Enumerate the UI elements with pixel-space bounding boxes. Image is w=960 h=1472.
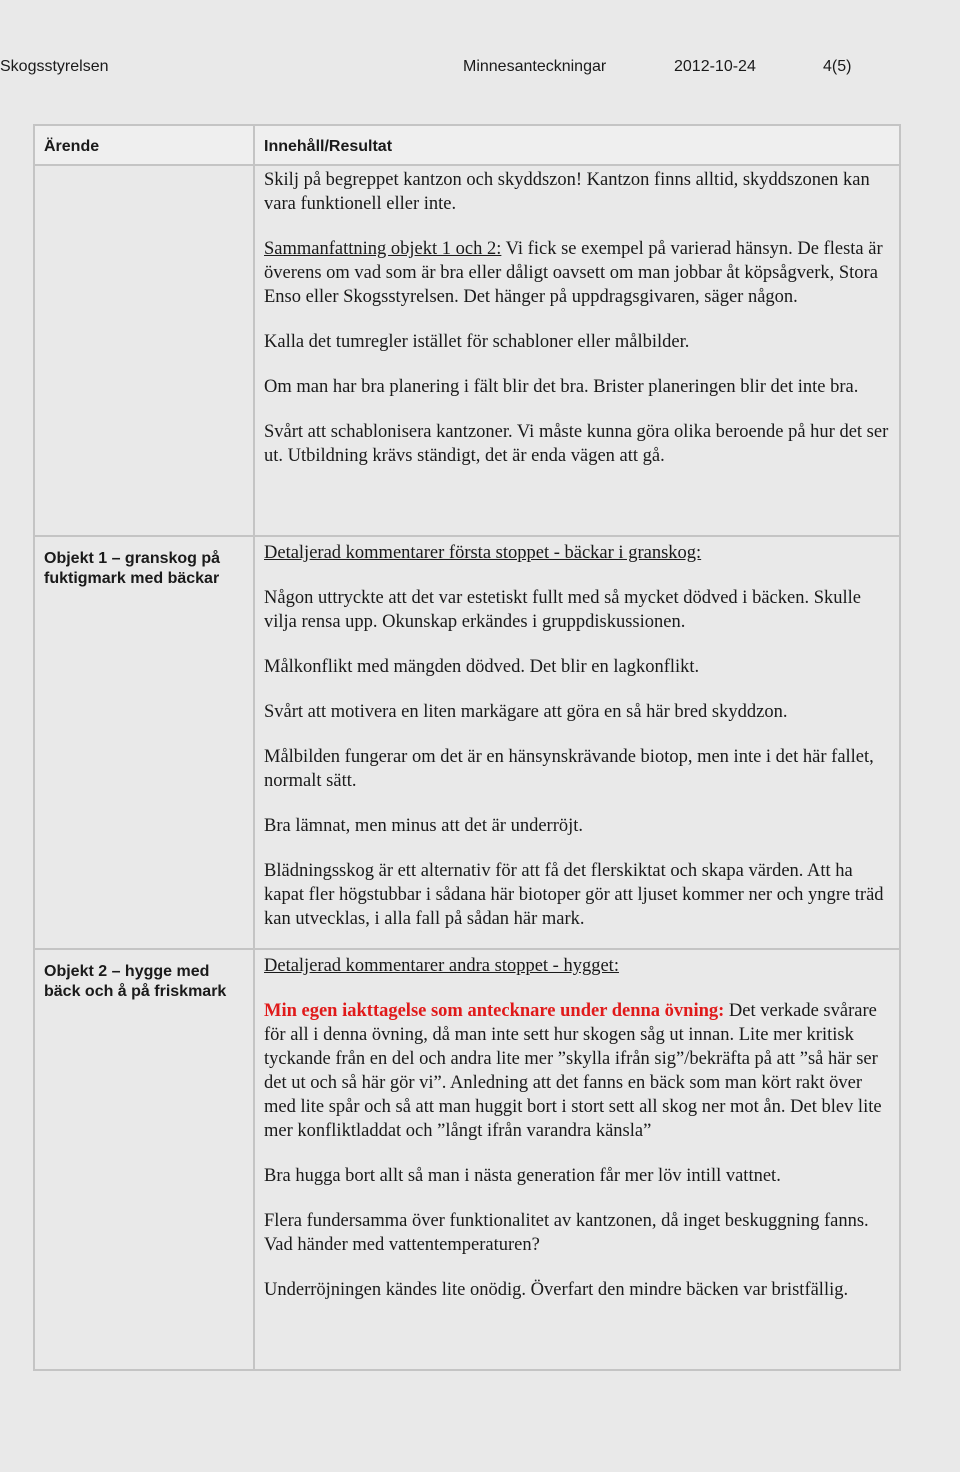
paragraph: Om man har bra planering i fält blir det bra. Brister planeringen blir det inte bra. [264, 377, 859, 397]
document-type: Minnesanteckningar [463, 58, 607, 75]
row-content [254, 165, 900, 536]
paragraph: Bra hugga bort allt så man i nästa generation får mer löv intill vattnet. [264, 1166, 781, 1186]
table-header-row [34, 125, 900, 165]
paragraph: Kalla det tumregler istället för schabloner eller målbilder. [264, 332, 690, 352]
summary-heading: Sammanfattning objekt 1 och 2: [264, 239, 502, 259]
row-label: Objekt 1 – granskog på fuktigmark med bäckar [34, 536, 254, 949]
paragraph: Svårt att schablonisera kantzoner. Vi måste kunna göra olika beroende på hur det ser ut. Utbildning krävs ständigt, det är enda vägen att gå. [264, 422, 889, 466]
paragraph: Blädningsskog är ett alternativ för att få det flerskiktat och skapa värden. Att ha kapat fler högstubbar i sådana här biotoper gör att ljuset kommer ner och yngre träd kan utvecklas, i alla fall på sådan här mark. [264, 861, 884, 929]
paragraph: Svårt att motivera en liten markägare att göra en så här bred skyddzon. [264, 702, 788, 722]
paragraph: Flera fundersamma över funktionalitet av kantzonen, då inget beskuggning fanns. Vad händer med vattentemperaturen? [264, 1211, 869, 1255]
column-header-arende: Ärende [34, 125, 254, 165]
paragraph: Någon uttryckte att det var estetiskt fullt med så mycket dödved i bäcken. Skulle vilja rensa upp. Okunskap erkändes i gruppdiskussionen. [264, 588, 861, 632]
section-heading: Detaljerad kommentarer andra stoppet - hygget: [264, 956, 619, 976]
table-row [34, 536, 900, 949]
paragraph: Målkonflikt med mängden dödved. Det blir en lagkonflikt. [264, 657, 700, 677]
paragraph: Målbilden fungerar om det är en hänsynskrävande biotop, men inte i det här fallet, normalt sätt. [264, 747, 874, 791]
row-label: Objekt 2 – hygge med bäck och å på friskmark [34, 949, 254, 1370]
page-header [0, 58, 960, 80]
row-content [254, 536, 900, 949]
section-heading: Detaljerad kommentarer första stoppet - bäckar i granskog: [264, 543, 702, 563]
observation-text: Det verkade svårare för all i denna övning, då man inte sett hur skogen såg ut innan. Lite mer kritisk tyckande från en del och andra lite mer ”skylla ifrån sig”/bekräfta på att ”så här ser det ut och så här gör vi”. Anledning att det fanns en bäck som man kört rakt över med lite spår och så att man huggit bort i stort sett all skog ner mot ån. Det blev lite mer konfliktladdat och ”långt ifrån varandra känsla” [264, 1001, 882, 1141]
row-label [34, 165, 254, 536]
table-row [34, 165, 900, 536]
organization-name: Skogsstyrelsen [0, 58, 109, 75]
column-header-innehall: Innehåll/Resultat [254, 125, 900, 165]
observation-paragraph [264, 999, 890, 1143]
notes-table [33, 124, 901, 1371]
row-content [254, 949, 900, 1370]
summary-paragraph [264, 237, 890, 309]
paragraph: Bra lämnat, men minus att det är underröjt. [264, 816, 584, 836]
page-number: 4(5) [823, 58, 852, 75]
highlight-note: Min egen iakttagelse som antecknare under denna övning: [264, 1001, 725, 1021]
paragraph: Underröjningen kändes lite onödig. Överfart den mindre bäcken var bristfällig. [264, 1280, 849, 1300]
table-row [34, 949, 900, 1370]
paragraph: Skilj på begreppet kantzon och skyddszon! Kantzon finns alltid, skyddszonen kan vara funktionell eller inte. [264, 170, 870, 214]
summary-text: Vi fick se exempel på varierad hänsyn. De flesta är överens om vad som är bra eller dåligt oavsett om man jobbar åt köpsågverk, Stora Enso eller Skogsstyrelsen. Det hänger på uppdragsgivaren, säger någon. [264, 239, 883, 307]
document-date: 2012-10-24 [674, 58, 756, 75]
